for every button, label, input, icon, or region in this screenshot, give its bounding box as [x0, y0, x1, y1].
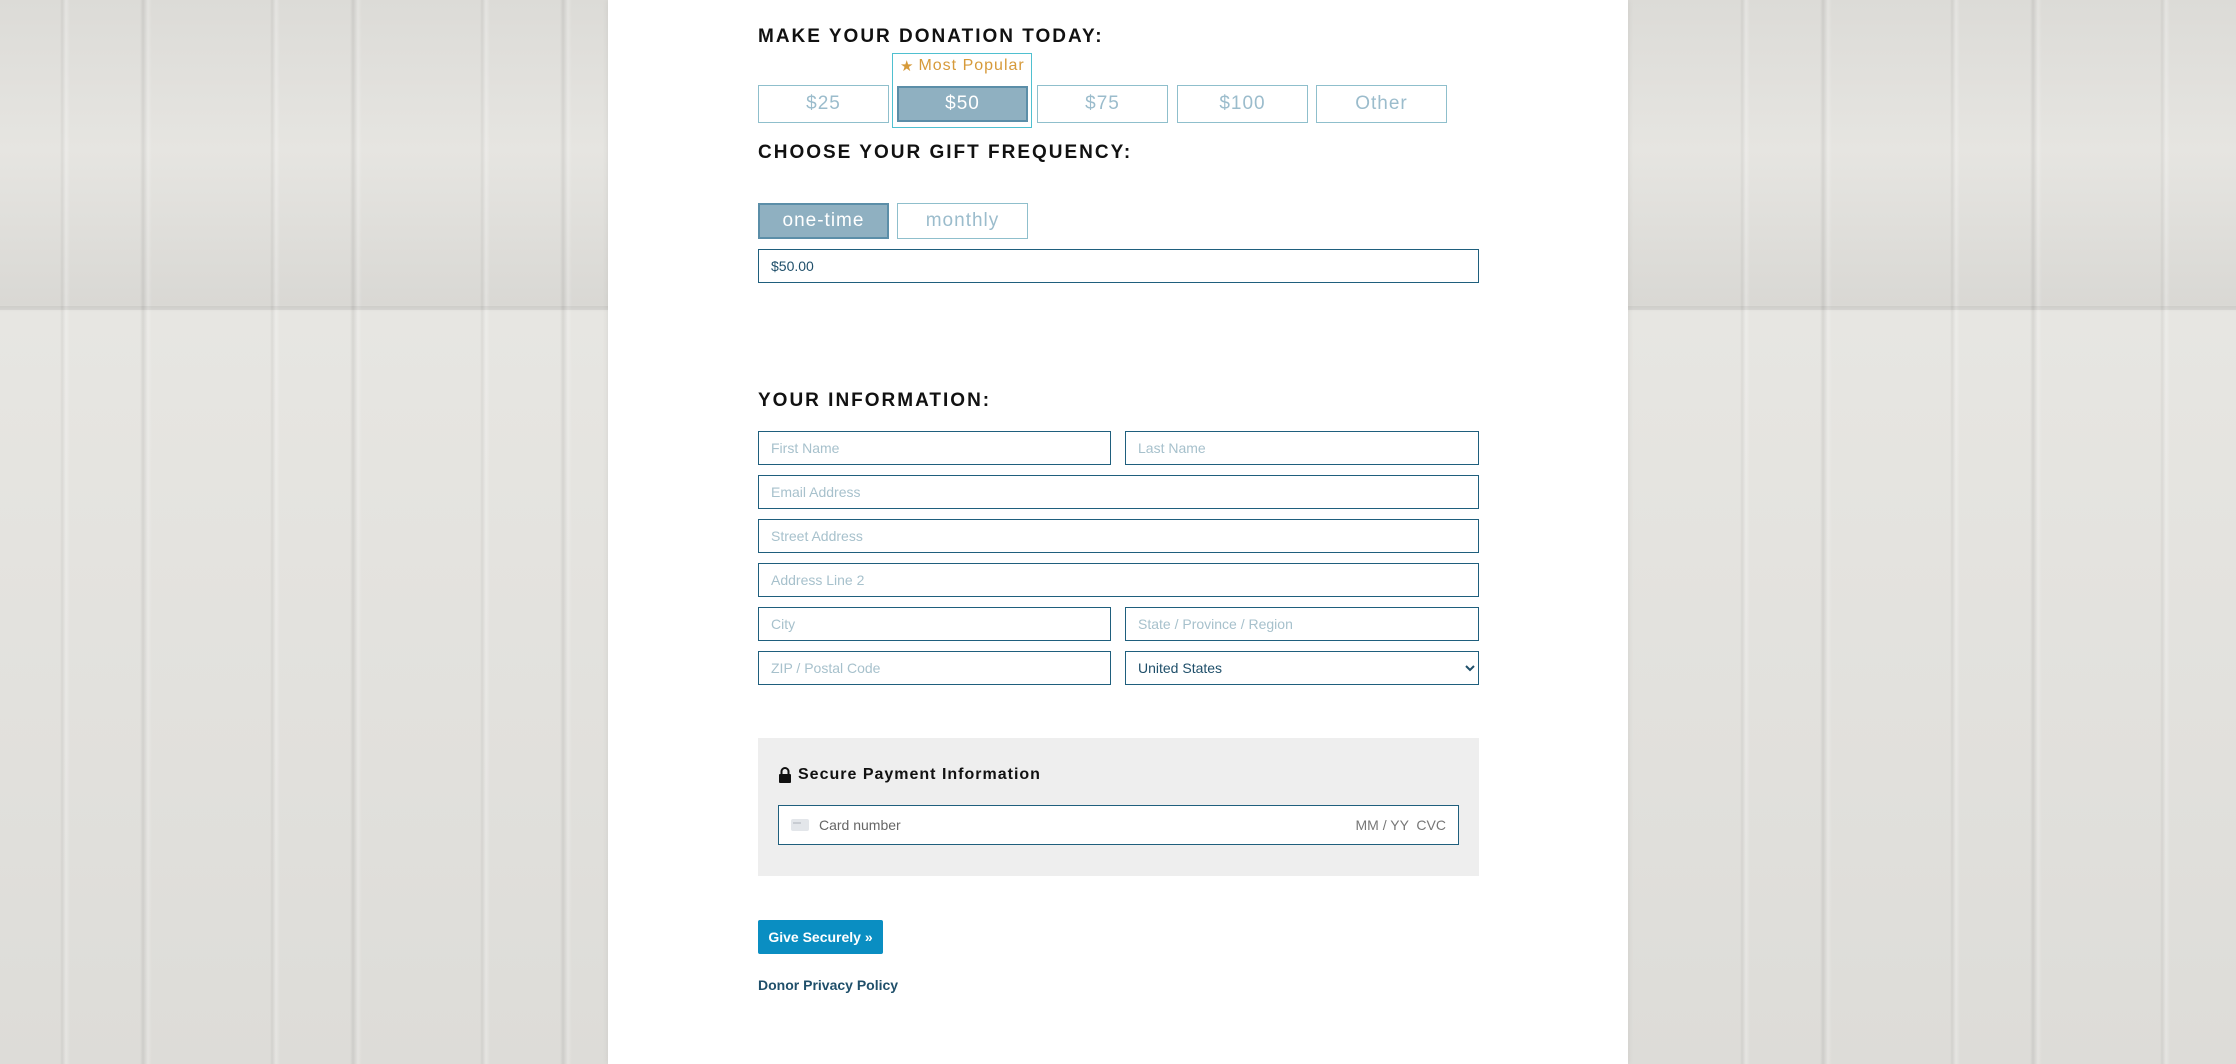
frequency-heading: CHOOSE YOUR GIFT FREQUENCY: [758, 142, 1133, 163]
information-heading: YOUR INFORMATION: [758, 390, 992, 411]
frequency-one-time-button[interactable]: one-time [758, 203, 889, 239]
give-securely-button[interactable]: Give Securely » [758, 920, 883, 954]
lock-icon [778, 767, 792, 783]
amount-button-25[interactable]: $25 [758, 85, 889, 123]
payment-title [778, 766, 1041, 784]
donation-amount-input[interactable] [758, 249, 1479, 283]
credit-card-icon [791, 819, 809, 831]
donation-heading: MAKE YOUR DONATION TODAY: [758, 26, 1104, 47]
amount-button-other[interactable]: Other [1316, 85, 1447, 123]
card-expiry-cvc-placeholder[interactable]: MM / YY CVC [1355, 817, 1446, 833]
most-popular-text: Most Popular [918, 57, 1025, 74]
amount-button-50[interactable]: $50 [897, 86, 1028, 122]
donor-privacy-policy-link[interactable]: Donor Privacy Policy [758, 977, 899, 993]
amount-button-75[interactable]: $75 [1037, 85, 1168, 123]
amount-button-100[interactable]: $100 [1177, 85, 1308, 123]
first-name-input[interactable] [758, 431, 1111, 465]
card-number-placeholder[interactable]: Card number [819, 817, 901, 833]
payment-title-text: Secure Payment Information [798, 766, 1041, 783]
city-input[interactable] [758, 607, 1111, 641]
address-line-2-input[interactable] [758, 563, 1479, 597]
state-input[interactable] [1125, 607, 1479, 641]
most-popular-label [900, 57, 1025, 75]
frequency-monthly-button[interactable]: monthly [897, 203, 1028, 239]
email-input[interactable] [758, 475, 1479, 509]
last-name-input[interactable] [1125, 431, 1479, 465]
country-select[interactable] [1125, 651, 1479, 685]
street-address-input[interactable] [758, 519, 1479, 553]
card-number-field[interactable] [778, 805, 1459, 845]
star-icon: ★ [900, 58, 915, 75]
zip-input[interactable] [758, 651, 1111, 685]
